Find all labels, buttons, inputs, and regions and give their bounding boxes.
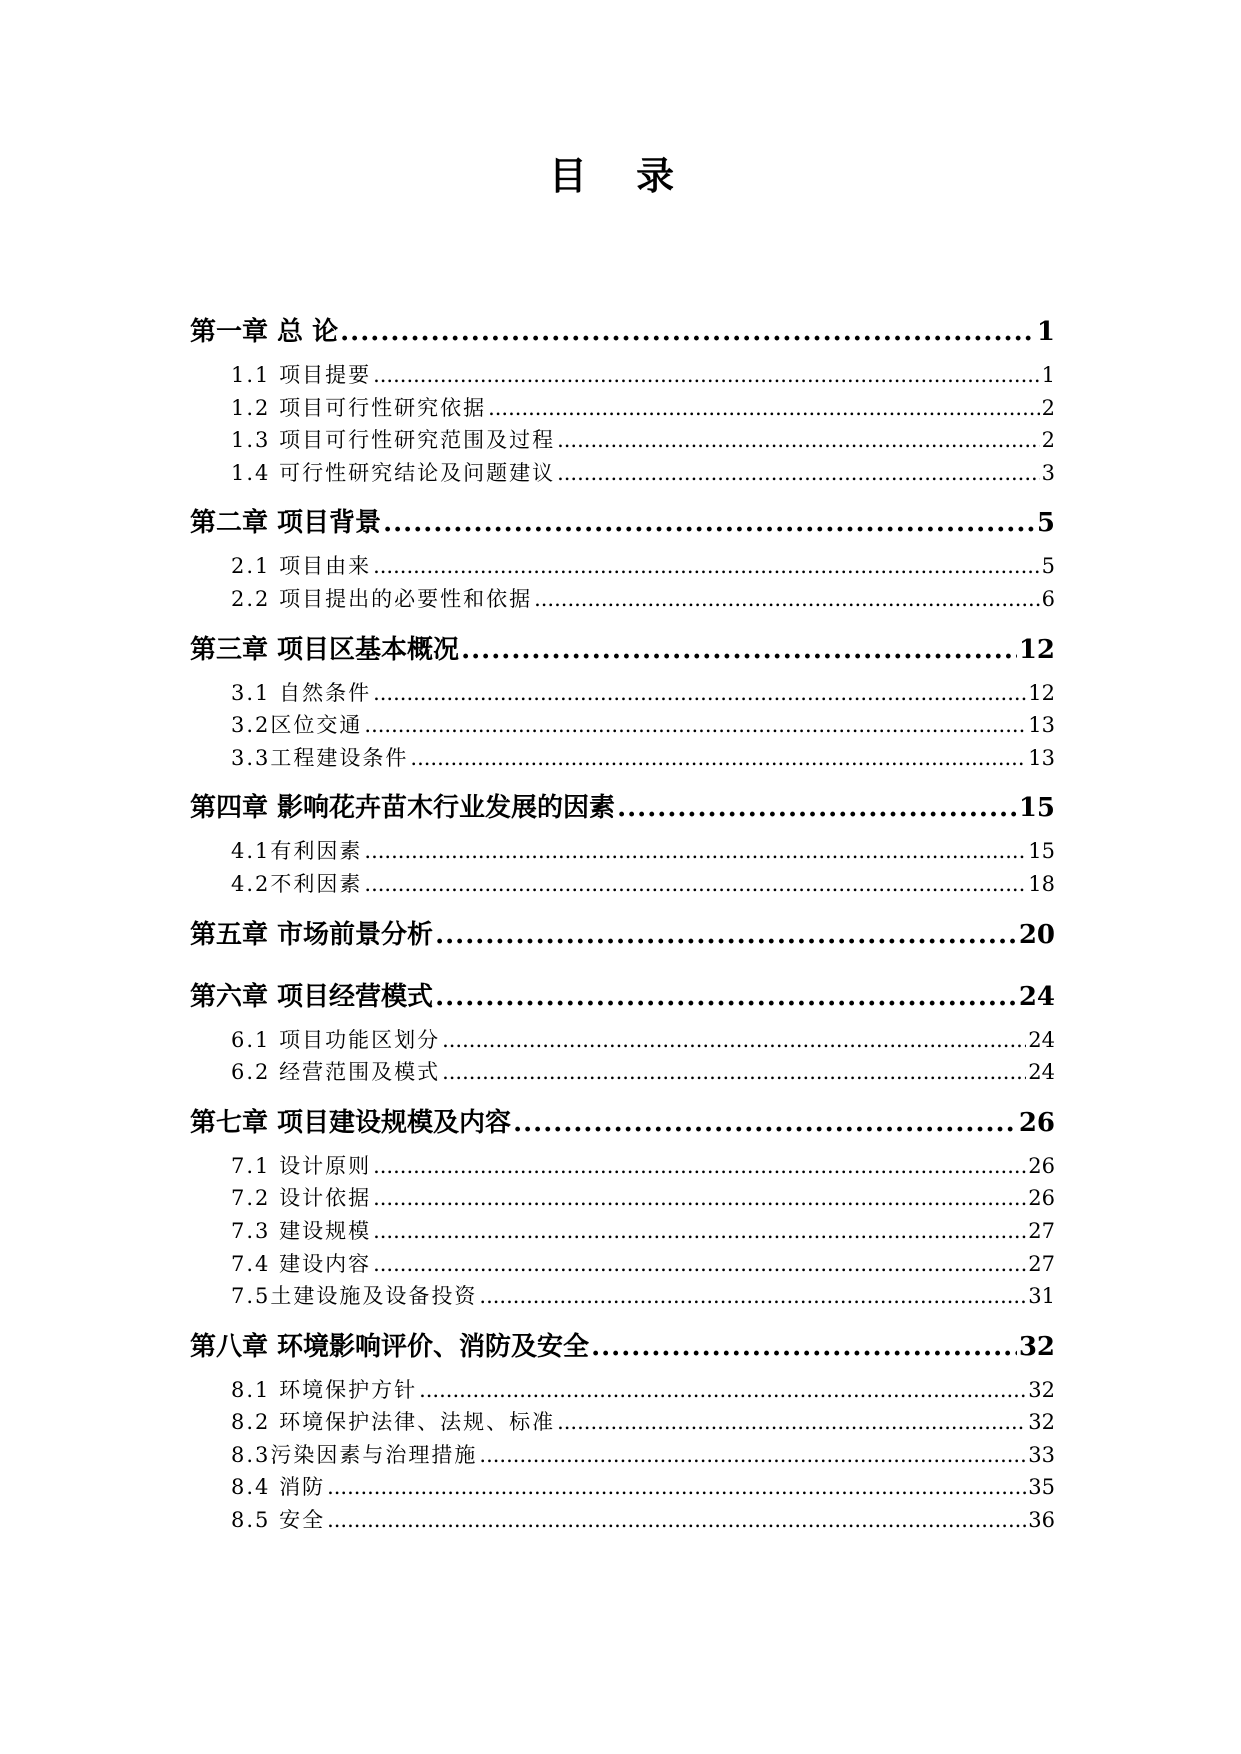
toc-section-entry[interactable]: [190, 1374, 1055, 1407]
toc-section-entry[interactable]: [190, 424, 1055, 457]
section-title: 2.2 项目提出的必要性和依据: [231, 586, 533, 611]
toc-section-entry[interactable]: [190, 1024, 1055, 1057]
chapter-title: 第五章 市场前景分析: [190, 919, 434, 950]
section-title: 1.4 可行性研究结论及问题建议: [231, 460, 556, 485]
chapter-spacer: [190, 1313, 1055, 1315]
toc-section-entry[interactable]: [190, 1248, 1055, 1281]
chapter-page-number: 12: [1018, 634, 1055, 665]
dot-leader: [435, 980, 1017, 1014]
dot-leader: [364, 868, 1026, 901]
section-title: 8.4 消防: [231, 1475, 326, 1500]
section-page-number: 24: [1028, 1060, 1055, 1085]
dot-leader: [617, 791, 1017, 825]
dot-leader: [461, 633, 1017, 667]
dot-leader: [479, 1280, 1026, 1313]
dot-leader: [340, 315, 1035, 349]
dot-leader: [557, 457, 1040, 490]
toc-chapter-entry[interactable]: [190, 315, 1055, 349]
dot-leader: [442, 1056, 1026, 1089]
chapter-spacer: [190, 774, 1055, 776]
dot-leader: [488, 392, 1040, 425]
toc-chapter-entry[interactable]: [190, 980, 1055, 1014]
dot-leader: [410, 742, 1026, 775]
chapter-page-number: 1: [1036, 317, 1055, 347]
chapter-page-number: 32: [1018, 1331, 1055, 1362]
section-title: 4.1有利因素: [231, 839, 363, 864]
section-title: 4.2不利因素: [231, 871, 363, 896]
chapter-page-number: 24: [1018, 981, 1055, 1012]
chapter-page-number: 26: [1018, 1107, 1055, 1138]
chapter-spacer: [190, 489, 1055, 491]
dot-leader: [373, 1182, 1026, 1215]
toc-section-entry[interactable]: [190, 392, 1055, 425]
section-page-number: 35: [1028, 1475, 1055, 1500]
toc-chapter-entry[interactable]: [190, 1330, 1055, 1364]
section-page-number: 15: [1028, 839, 1055, 864]
toc-chapter-entry[interactable]: [190, 1106, 1055, 1140]
section-title: 3.2区位交通: [231, 713, 363, 738]
toc-section-entry[interactable]: [190, 1280, 1055, 1313]
section-page-number: 1: [1041, 363, 1055, 387]
toc-section-entry[interactable]: [190, 709, 1055, 742]
toc-section-entry[interactable]: [190, 868, 1055, 901]
section-title: 7.4 建设内容: [231, 1251, 372, 1276]
dot-leader: [534, 583, 1040, 616]
toc-section-entry[interactable]: [190, 1150, 1055, 1183]
section-page-number: 6: [1041, 586, 1055, 611]
toc-section-entry[interactable]: [190, 677, 1055, 710]
section-page-number: 2: [1041, 395, 1055, 420]
section-page-number: 27: [1028, 1218, 1055, 1243]
chapter-title: 第七章 项目建设规模及内容: [190, 1107, 512, 1138]
dot-leader: [373, 1248, 1026, 1281]
dot-leader: [373, 677, 1026, 710]
chapter-title: 第六章 项目经营模式: [190, 981, 434, 1012]
toc-chapter-entry[interactable]: [190, 506, 1055, 540]
toc-title: 目 录: [548, 153, 693, 198]
section-title: 1.2 项目可行性研究依据: [231, 395, 487, 420]
toc-section-entry[interactable]: [190, 1439, 1055, 1472]
chapter-page-number: 15: [1018, 793, 1055, 824]
chapter-spacer: [190, 1089, 1055, 1091]
chapter-page-number: 20: [1018, 919, 1055, 950]
section-page-number: 18: [1028, 871, 1055, 896]
toc-section-entry[interactable]: [190, 1056, 1055, 1089]
section-page-number: 2: [1041, 428, 1055, 453]
toc-section-entry[interactable]: [190, 1406, 1055, 1439]
dot-leader: [435, 918, 1017, 952]
section-title: 8.3污染因素与治理措施: [231, 1442, 478, 1467]
chapter-spacer: [190, 901, 1055, 903]
dot-leader: [419, 1374, 1026, 1407]
dot-leader: [373, 1150, 1026, 1183]
section-title: 7.3 建设规模: [231, 1218, 372, 1243]
section-page-number: 5: [1041, 554, 1055, 579]
section-title: 8.2 环境保护法律、法规、标准: [231, 1410, 556, 1435]
chapter-title: 第三章 项目区基本概况: [190, 634, 460, 665]
chapter-spacer: [190, 616, 1055, 618]
section-page-number: 13: [1028, 713, 1055, 738]
section-title: 3.3工程建设条件: [231, 745, 409, 770]
dot-leader: [364, 709, 1026, 742]
chapter-title: 第二章 项目背景: [190, 508, 382, 539]
section-page-number: 36: [1028, 1508, 1055, 1533]
toc-section-entry[interactable]: [190, 835, 1055, 868]
chapter-title: 第八章 环境影响评价、消防及安全: [190, 1331, 590, 1362]
section-title: 8.5 安全: [231, 1508, 326, 1533]
section-page-number: 3: [1041, 460, 1055, 485]
chapter-spacer: [190, 1537, 1055, 1539]
section-page-number: 26: [1028, 1186, 1055, 1211]
dot-leader: [383, 506, 1035, 540]
section-title: 7.5土建设施及设备投资: [231, 1284, 478, 1309]
toc-section-entry[interactable]: [190, 1182, 1055, 1215]
table-of-contents: [190, 300, 1055, 1539]
section-page-number: 27: [1028, 1251, 1055, 1276]
section-title: 7.1 设计原则: [231, 1153, 372, 1178]
section-title: 1.1 项目提要: [231, 363, 372, 387]
dot-leader: [373, 359, 1040, 392]
dot-leader: [373, 550, 1040, 583]
section-page-number: 26: [1028, 1153, 1055, 1178]
dot-leader: [442, 1024, 1026, 1057]
section-title: 6.1 项目功能区划分: [231, 1027, 441, 1052]
dot-leader: [513, 1106, 1017, 1140]
toc-chapter-entry[interactable]: [190, 791, 1055, 825]
section-page-number: 31: [1028, 1284, 1055, 1309]
section-title: 2.1 项目由来: [231, 554, 372, 579]
toc-chapter-entry[interactable]: [190, 918, 1055, 952]
dot-leader: [557, 1406, 1026, 1439]
section-title: 3.1 自然条件: [231, 680, 372, 705]
chapter-title: 第四章 影响花卉苗木行业发展的因素: [190, 793, 616, 824]
toc-section-entry[interactable]: [190, 550, 1055, 583]
toc-section-entry[interactable]: [190, 742, 1055, 775]
section-title: 1.3 项目可行性研究范围及过程: [231, 428, 556, 453]
section-title: 7.2 设计依据: [231, 1186, 372, 1211]
toc-section-entry[interactable]: [190, 457, 1055, 490]
section-page-number: 32: [1028, 1410, 1055, 1435]
section-page-number: 32: [1028, 1377, 1055, 1402]
toc-section-entry[interactable]: [190, 583, 1055, 616]
dot-leader: [373, 1215, 1026, 1248]
chapter-page-number: 5: [1036, 508, 1055, 539]
toc-section-entry[interactable]: [190, 1471, 1055, 1504]
dot-leader: [591, 1330, 1017, 1364]
toc-section-entry[interactable]: [190, 1215, 1055, 1248]
dot-leader: [364, 835, 1026, 868]
dot-leader: [327, 1504, 1026, 1537]
dot-leader: [557, 424, 1040, 457]
toc-section-entry[interactable]: [190, 1504, 1055, 1537]
section-page-number: 12: [1028, 680, 1055, 705]
dot-leader: [327, 1471, 1026, 1504]
dot-leader: [479, 1439, 1026, 1472]
section-page-number: 24: [1028, 1027, 1055, 1052]
section-title: 6.2 经营范围及模式: [231, 1060, 441, 1085]
toc-chapter-entry[interactable]: [190, 633, 1055, 667]
section-title: 8.1 环境保护方针: [231, 1377, 418, 1402]
toc-section-entry[interactable]: [190, 359, 1055, 392]
section-page-number: 13: [1028, 745, 1055, 770]
section-page-number: 33: [1028, 1442, 1055, 1467]
chapter-title: 第一章 总 论: [190, 317, 339, 347]
